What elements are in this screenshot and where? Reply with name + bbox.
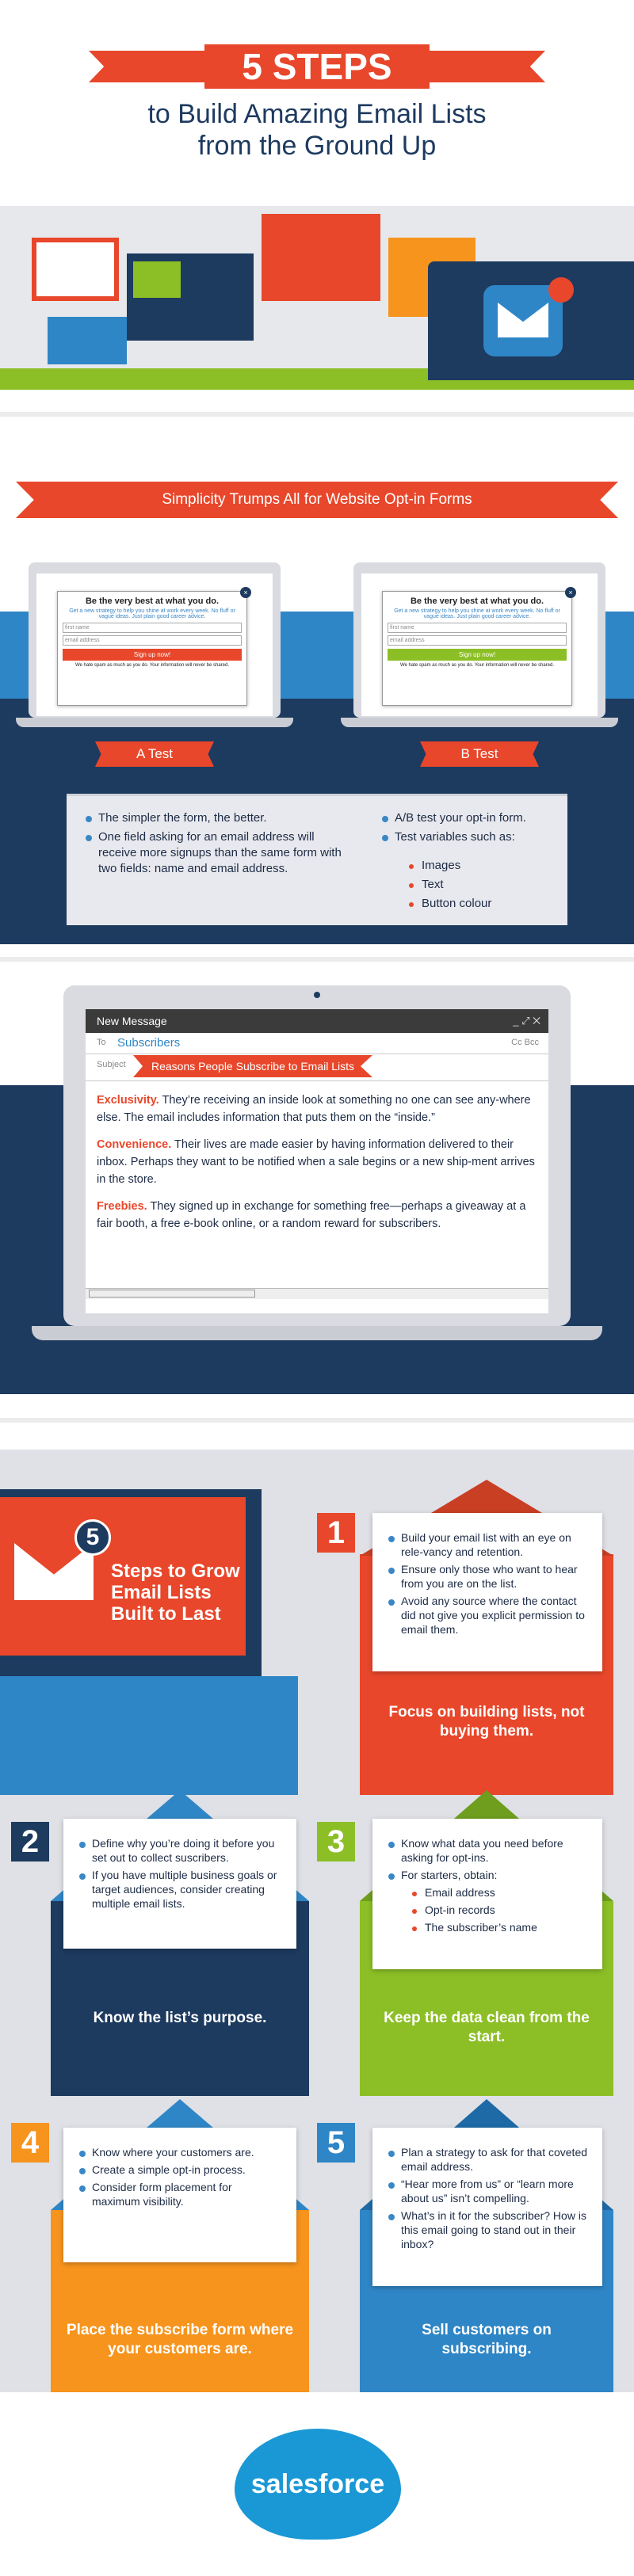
variable-item: Images [407, 858, 550, 874]
step-bullet: If you have multiple business goals or target audiences, consider creating multiple email lists. [78, 1868, 282, 1911]
divider [0, 1418, 634, 1423]
form-fineprint: We hate spam as much as you do. Your information will never be shared. [400, 663, 554, 668]
laptop-base [32, 1326, 602, 1340]
step-bullet: Plan a strategy to ask for that coveted email address. [387, 2145, 588, 2174]
tip-item: A/B test your opt-in form. [380, 810, 555, 826]
reason-term: Exclusivity. [97, 1094, 159, 1107]
form-heading: Be the very best at what you do. [85, 596, 220, 606]
step2-card [63, 1819, 296, 1949]
optin-form-b [382, 591, 572, 706]
email-field[interactable]: email address [63, 635, 242, 646]
tip-item: The simpler the form, the better. [84, 810, 353, 826]
form-heading: Be the very best at what you do. [410, 596, 544, 606]
left-tips [84, 810, 353, 880]
section-banner-text: Simplicity Trumps All for Website Opt-in Forms [162, 491, 472, 508]
signup-button[interactable]: Sign up now! [388, 649, 567, 661]
step-bullet: What’s in it for the subscriber? How is this email going to stand out in their inbox? [387, 2208, 588, 2251]
section-optin-forms [0, 428, 634, 951]
step-bullet: Build your email list with an eye on rele-vancy and retention. [387, 1530, 588, 1559]
step-caption: Focus on building lists, not buying them. [388, 1704, 585, 1740]
email-window [86, 1009, 548, 1313]
envelope-icon [133, 261, 181, 298]
hero-illustration [0, 206, 634, 390]
label-b: B Test [460, 746, 498, 761]
ribbon-left [89, 51, 216, 82]
step-bullet: Know where your customers are. [78, 2145, 282, 2159]
intro-laptop-base [0, 1676, 298, 1795]
envelope-icon [262, 214, 380, 301]
right-tips [380, 810, 555, 848]
step-number: 1 [317, 1513, 355, 1553]
to-field[interactable]: Subscribers [117, 1036, 181, 1050]
ribbon-right [418, 51, 545, 82]
signup-button[interactable]: Sign up now! [63, 649, 242, 661]
step-bullet: For starters, obtain: [387, 1868, 588, 1882]
step5-card [372, 2128, 602, 2286]
step1-card [372, 1513, 602, 1671]
cc-bcc-link[interactable]: Cc Bcc [511, 1038, 539, 1047]
variable-item: Button colour [407, 896, 550, 912]
divider [0, 412, 634, 417]
laptop-b-base [341, 718, 618, 727]
step-bullets [387, 1530, 588, 1637]
laptop-b [353, 562, 605, 718]
subtitle-line2: from the Ground Up [197, 131, 437, 161]
step-bullets [387, 2145, 588, 2251]
data-item: The subscriber’s name [411, 1920, 588, 1934]
taskbar-tabs[interactable] [89, 1290, 255, 1298]
to-label: To [97, 1038, 106, 1047]
label-a: A Test [136, 746, 173, 761]
header [0, 0, 634, 182]
window-title: New Message [97, 1015, 167, 1027]
step-bullets [387, 1836, 588, 1882]
title-banner: 5 STEPS [204, 44, 430, 89]
section-steps [0, 1450, 634, 2392]
first-name-field[interactable]: first name [63, 623, 242, 633]
data-item: Email address [411, 1885, 588, 1900]
tip-item: One field asking for an email address will receive more signups than the same form with two fields: name and email address. [84, 829, 353, 877]
webcam [314, 992, 320, 998]
first-name-field[interactable]: first name [388, 623, 567, 633]
step-bullet: Create a simple opt-in process. [78, 2163, 282, 2177]
separator [86, 1080, 548, 1081]
step-bullets [78, 2145, 282, 2208]
subject-field[interactable]: Reasons People Subscribe to Email Lists [151, 1060, 355, 1073]
data-item: Opt-in records [411, 1903, 588, 1917]
step-bullet: Define why you’re doing it before you set out to collect suscribers. [78, 1836, 282, 1865]
envelope-icon [48, 317, 127, 364]
form-fineprint: We hate spam as much as you do. Your information will never be shared. [75, 663, 229, 668]
step3-card [372, 1819, 602, 1969]
intro-title: Steps to Grow Email Lists Built to Last [111, 1560, 240, 1625]
email-body [97, 1092, 537, 1233]
tips-card [67, 794, 567, 925]
step-number: 3 [317, 1822, 355, 1862]
data-items [411, 1885, 588, 1934]
envelope-icon [32, 238, 119, 301]
reason-term: Convenience. [97, 1138, 172, 1151]
optin-form-a [57, 591, 247, 706]
variable-item: Text [407, 877, 550, 893]
step-number: 5 [317, 2123, 355, 2163]
form-subtext: Get a new strategy to help you shine at work every week. No fluff or vague ideas. Just plain good career advice. [69, 608, 235, 619]
intro-number-badge: 5 [74, 1519, 111, 1556]
step-caption: Keep the data clean from the start. [384, 2010, 590, 2045]
logo-text: salesforce [250, 2469, 385, 2499]
reason-paragraph: Exclusivity. They’re receiving an inside look at something no one can see any-where else. The email includes information that puts them on the “inside.” [97, 1094, 531, 1124]
close-icon[interactable]: × [240, 587, 251, 598]
subtitle-line1: to Build Amazing Email Lists [147, 99, 487, 129]
step-bullets [78, 1836, 282, 1911]
laptop-a-base [16, 718, 293, 727]
step-caption: Place the subscribe form where your customers are. [66, 2322, 294, 2357]
section-email [0, 974, 634, 1394]
step-caption: Sell customers on subscribing. [422, 2322, 552, 2357]
email-field[interactable]: email address [388, 635, 567, 646]
reason-term: Freebies. [97, 1200, 147, 1213]
step-bullet: “Hear more from us” or “learn more about us” isn’t compelling. [387, 2177, 588, 2205]
window-controls-icon[interactable]: _ ⤢ ✕ [513, 1015, 540, 1027]
close-icon[interactable]: × [565, 587, 576, 598]
notification-badge [548, 277, 574, 303]
divider [0, 957, 634, 962]
step-bullet: Consider form placement for maximum visibility. [78, 2180, 282, 2208]
subject-label: Subject [97, 1060, 126, 1069]
tip-item: Test variables such as: [380, 829, 555, 845]
step-caption: Know the list’s purpose. [93, 2010, 267, 2026]
reason-paragraph: Convenience. Their lives are made easier by having information delivered to their inbox. Perhaps they want to be notified when a sale begins or a new ship-ment arrives in the store. [97, 1138, 535, 1186]
step-bullet: Know what data you need before asking for opt-ins. [387, 1836, 588, 1865]
step-number: 4 [11, 2123, 49, 2163]
test-variables [407, 858, 550, 915]
step-bullet: Ensure only those who want to hear from you are on the list. [387, 1562, 588, 1591]
footer [0, 2392, 634, 2576]
step-number: 2 [11, 1822, 49, 1862]
reason-paragraph: Freebies. They signed up in exchange for something free—perhaps a giveaway at a fair booth, a free e-book online, or a random reward for subscribers. [97, 1200, 526, 1230]
laptop-a [29, 562, 281, 718]
step4-card [63, 2128, 296, 2262]
form-subtext: Get a new strategy to help you shine at work every week. No fluff or vague ideas. Just plain good career advice. [394, 608, 560, 619]
step-bullet: Avoid any source where the contact did not give you explicit permission to email them. [387, 1594, 588, 1637]
